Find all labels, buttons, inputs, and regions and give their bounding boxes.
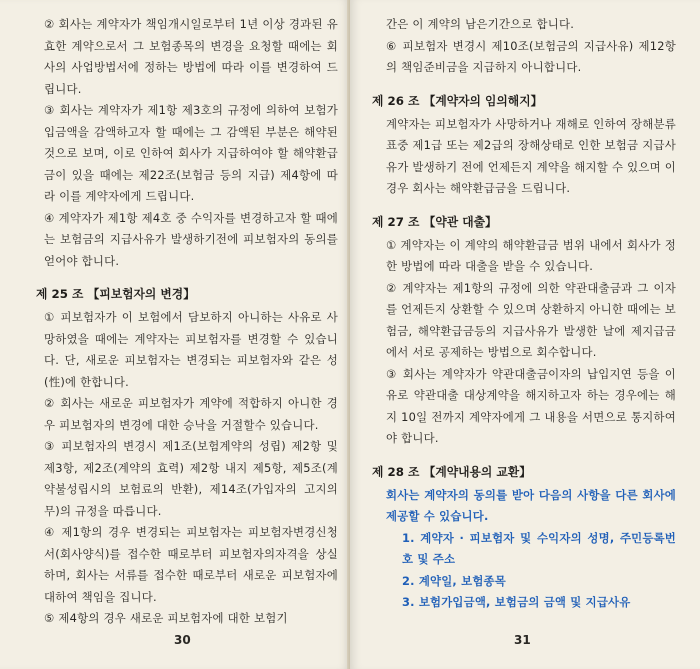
clause-paragraph: ① 피보험자가 이 보험에서 담보하지 아니하는 사유로 사망하였을 때에는 계약자는 피보험자를 변경할 수 있습니다. 단, 새로운 피보험자는 변경되는 피보험자와 같은 성(性)에 한합니다. (44, 310, 338, 389)
clause-paragraph: 계약자는 피보험자가 사망하거나 재해로 인하여 장해분류표중 제1급 또는 제2급의 장해상태로 인한 보험금 지급사유가 발생하기 전에 언제든지 계약을 해지할 수 있으며 이 경우 회사는 해약환급금을 드립니다. (386, 116, 676, 195)
shared-info-list-item: 3. 보험가입금액, 보험금의 금액 및 지급사유 (402, 595, 631, 609)
shared-info-intro: 회사는 계약자의 동의를 받아 다음의 사항을 다른 회사에 제공할 수 있습니다. (386, 487, 676, 523)
right-page (350, 0, 700, 669)
clause-paragraph: ④ 계약자가 제1항 제4호 중 수익자를 변경하고자 할 때에는 보험금의 지급사유가 발생하기전에 피보험자의 동의를 얻어야 합니다. (44, 210, 338, 268)
clause-paragraph: ② 계약자는 제1항의 규정에 의한 약관대출금과 그 이자를 언제든지 상환할 수 있으며 상환하지 아니한 때에는 보험금, 해약환급금등의 지급사유가 발생한 날에 제지급금에서 서로 공제하는 방법으로 회수합니다. (386, 280, 676, 359)
article-heading: 제 28 조 【계약내용의 교환】 (372, 464, 532, 479)
clause-paragraph: 간은 이 계약의 남은기간으로 합니다. (386, 17, 575, 31)
article-heading: 제 27 조 【약관 대출】 (372, 214, 497, 229)
clause-paragraph: ④ 제1항의 경우 변경되는 피보험자는 피보험자변경신청서(회사양식)를 접수한 때로부터 피보험자의자격을 상실하며, 회사는 서류를 접수한 때로부터 새로운 피보험자에 대하여 책임을 집니다. (44, 525, 338, 604)
shared-info-list-item: 1. 계약자 · 피보험자 및 수익자의 성명, 주민등록번호 및 주소 (402, 530, 676, 566)
article-28-highlighted-text (386, 485, 676, 614)
right-page-content (372, 14, 676, 482)
article-heading: 제 26 조 【계약자의 임의해지】 (372, 93, 543, 108)
clause-paragraph: ③ 회사는 계약자가 약관대출금이자의 납입지연 등을 이유로 약관대출 대상계약을 해지하고자 하는 경우에는 해지 10일 전까지 계약자에게 그 내용을 서면으로 통지하여야 합니다. (386, 366, 676, 445)
page-number-right: 31 (514, 633, 531, 647)
clause-paragraph: ② 회사는 새로운 피보험자가 계약에 적합하지 아니한 경우 피보험자의 변경에 대한 승낙을 거절할수 있습니다. (44, 396, 338, 432)
shared-info-list-item: 2. 계약일, 보험종목 (402, 573, 506, 588)
clause-paragraph: ⑥ 피보험자 변경시 제10조(보험금의 지급사유) 제12항의 책임준비금을 지급하지 아니합니다. (386, 38, 676, 74)
clause-paragraph: ① 계약자는 이 계약의 해약환급금 범위 내에서 회사가 정한 방법에 따라 대출을 받을 수 있습니다. (386, 237, 676, 273)
article-heading: 제 25 조 【피보험자의 변경】 (36, 287, 196, 301)
clause-paragraph: ③ 회사는 계약자가 제1항 제3호의 규정에 의하여 보험가입금액을 감액하고자 할 때에는 그 감액된 부분은 해약된 것으로 보며, 이로 인하여 회사가 지급하여야 할 해약환급금이 있을 때에는 제22조(보험금 등의 지급) 제4항에 따라 이를 계약자에게 드립니다. (44, 103, 338, 203)
left-page-content (36, 14, 338, 630)
page-number-left: 30 (174, 633, 191, 647)
clause-paragraph: ③ 피보험자의 변경시 제1조(보험계약의 성립) 제2항 및 제3항, 제2조(계약의 효력) 제2항 내지 제5항, 제5조(계약불성립시의 보험료의 반환), 제14조(가입자의 고지의무)의 규정을 따릅니다. (44, 439, 338, 518)
clause-paragraph: ⑤ 제4항의 경우 새로운 피보험자에 대한 보험기 (44, 611, 288, 625)
clause-paragraph: ② 회사는 계약자가 책임개시일로부터 1년 이상 경과된 유효한 계약으로서 그 보험종목의 변경을 요청할 때에는 회사의 사업방법서에 정하는 방법에 따라 이를 변경하여 드립니다. (44, 17, 338, 96)
